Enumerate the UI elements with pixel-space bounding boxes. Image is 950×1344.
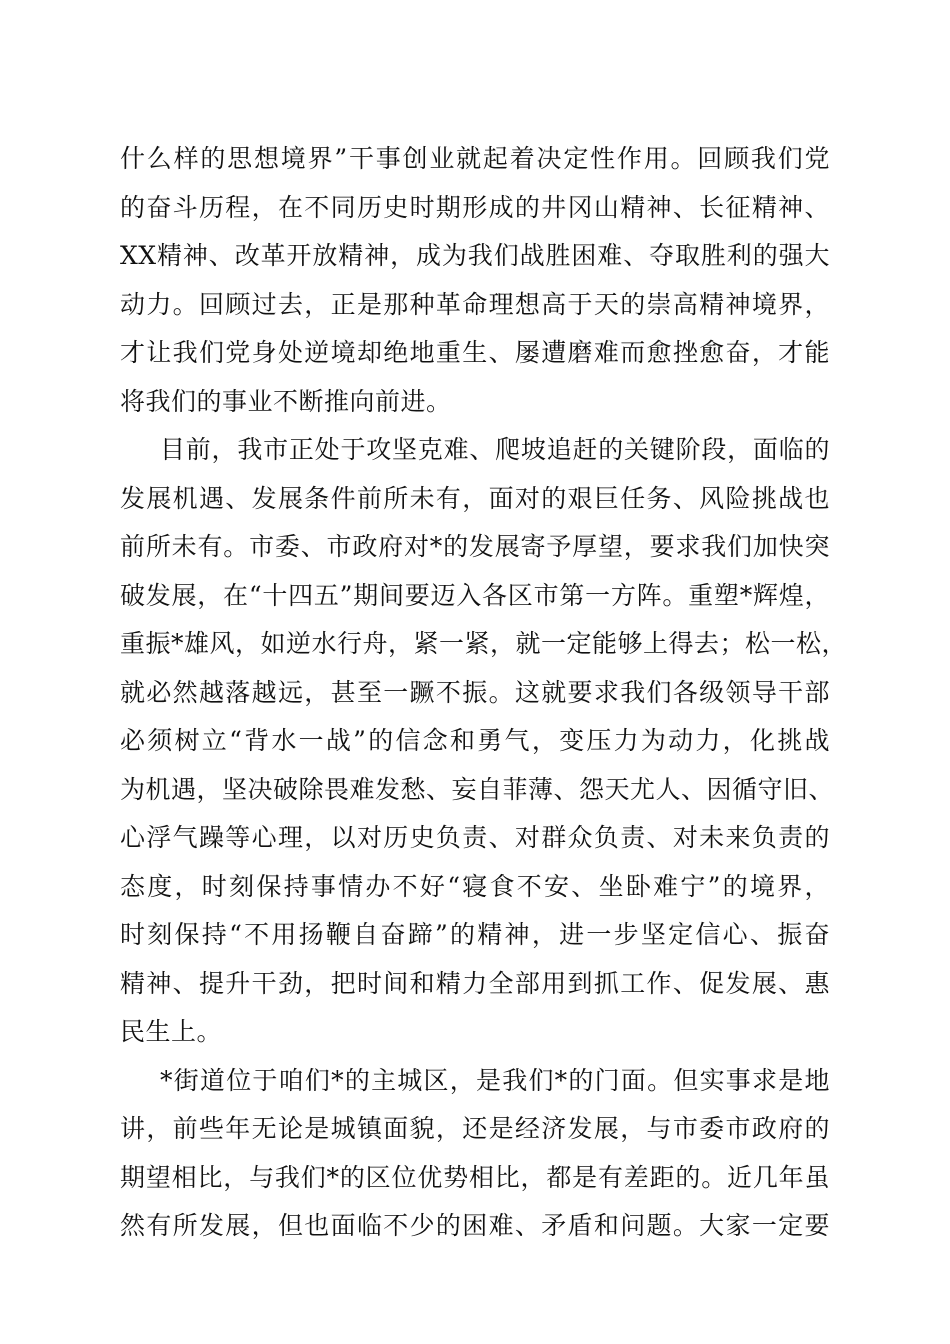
text-line: 民生上。 xyxy=(120,1017,223,1046)
text-line: 时刻保持“不用扬鞭自奋蹄”的精神，进一步坚定信心、振奋 xyxy=(120,920,830,949)
text-line: 态度，时刻保持事情办不好“寝食不安、坐卧难宁”的境界， xyxy=(120,871,830,901)
text-line: 发展机遇、发展条件前所未有，面对的艰巨任务、风险挑战也 xyxy=(120,483,830,513)
text-line: 动力。回顾过去，正是那种革命理想高于天的崇高精神境界， xyxy=(120,289,830,319)
text-line: 必须树立“背水一战”的信念和勇气，变压力为动力，化挑战 xyxy=(120,726,830,755)
text-line: 精神、提升干劲，把时间和精力全部用到抓工作、促发展、惠 xyxy=(120,968,830,998)
text-line: 前所未有。市委、市政府对*的发展寄予厚望，要求我们加快突 xyxy=(120,532,830,561)
text-line: 为机遇，坚决破除畏难发愁、妄自菲薄、怨天尤人、因循守旧、 xyxy=(120,774,835,804)
text-line: 期望相比，与我们*的区位优势相比，都是有差距的。近几年虽 xyxy=(120,1162,830,1192)
text-line: 然有所发展，但也面临不少的困难、矛盾和问题。大家一定要 xyxy=(120,1211,830,1240)
text-line: 的奋斗历程，在不同历史时期形成的井冈山精神、长征精神、 xyxy=(120,192,830,222)
paragraph-first-line: 目前，我市正处于攻坚克难、爬坡追赶的关键阶段，面临的 xyxy=(160,435,830,464)
text-line: 什么样的思想境界”干事创业就起着决定性作用。回顾我们党 xyxy=(120,144,830,173)
text-line: 重振*雄风，如逆水行舟，紧一紧，就一定能够上得去；松一松， xyxy=(120,629,848,658)
text-line: 就必然越落越远，甚至一蹶不振。这就要求我们各级领导干部 xyxy=(120,677,830,707)
text-line: 才让我们党身处逆境却绝地重生、屡遭磨难而愈挫愈奋，才能 xyxy=(120,338,830,367)
text-line: 心浮气躁等心理，以对历史负责、对群众负责、对未来负责的 xyxy=(120,823,830,852)
text-line: 讲，前些年无论是城镇面貌，还是经济发展，与市委市政府的 xyxy=(120,1114,830,1143)
text-line: 破发展，在“十四五”期间要迈入各区市第一方阵。重塑*辉煌， xyxy=(120,580,830,610)
paragraph-first-line: *街道位于咱们*的主城区，是我们*的门面。但实事求是地 xyxy=(160,1065,830,1095)
text-line: XX精神、改革开放精神，成为我们战胜困难、夺取胜利的强大 xyxy=(120,241,830,270)
text-line: 将我们的事业不断推向前进。 xyxy=(120,386,452,416)
